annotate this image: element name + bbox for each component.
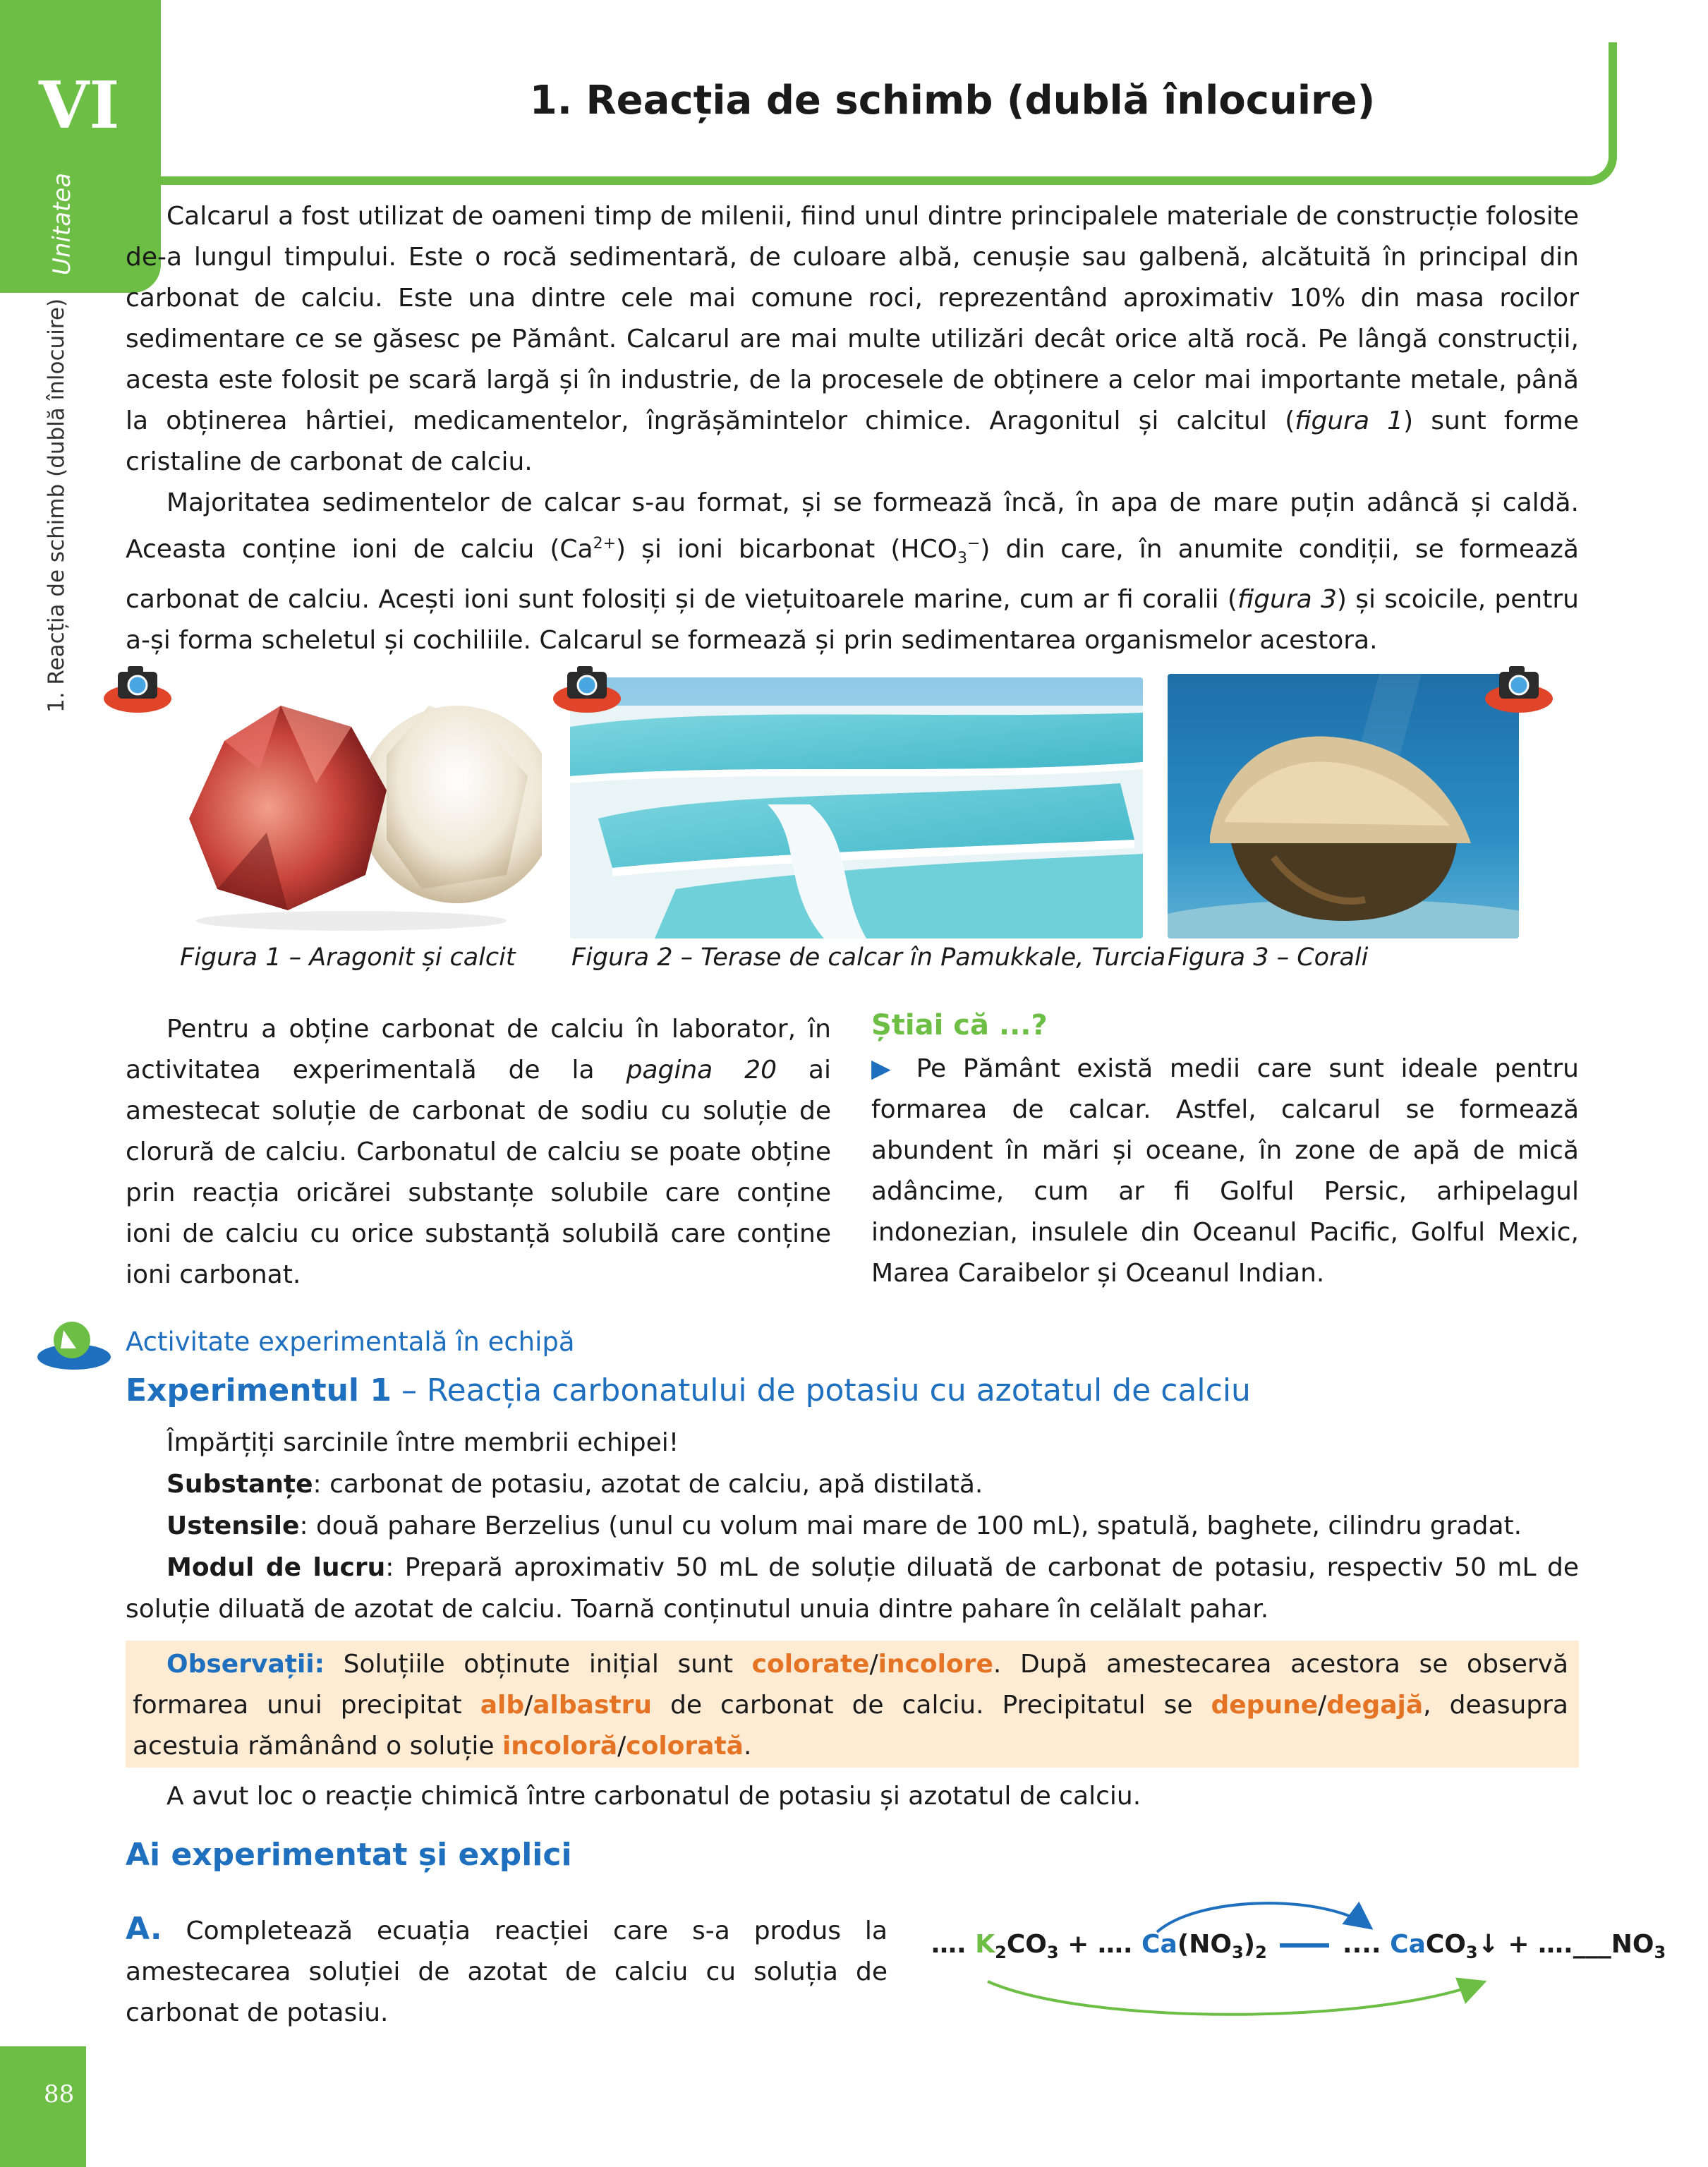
figure-1-caption: Figura 1 – Aragonit și calcit: [180, 943, 516, 972]
figure-3-photo: [1168, 674, 1519, 938]
lab-paragraph: Pentru a obține carbonat de calciu în laborator, în activitatea experimentală de la pagina 20 ai amestecat soluție de carbonat de sodiu cu soluție de clorură de calciu. Carbonatul de calciu se poate obține prin reacția oricărei substanțe solubile care conține ioni de calciu cu orice substanță solubilă care conține ioni carbonat.: [126, 1015, 831, 1289]
precipitate-arrow-icon: ↓: [1477, 1930, 1499, 1959]
activity-icon: [35, 1316, 113, 1372]
did-you-know-box: [871, 1009, 1579, 1294]
conclusion-text: A avut loc o reacție chimică între carbonatul de potasiu și azotatul de calciu.: [166, 1782, 1141, 1811]
camera-icon: [552, 662, 622, 714]
option-albastru[interactable]: albastru: [533, 1691, 652, 1720]
intro-paragraph-1: Calcarul a fost utilizat de oameni timp de milenii, fiind unul dintre principalele materiale de construcție folosite de-a lungul timpului. Este o rocă sedimentară, de culoare albă, cenușie sau galbenă, alcătuită în principal din carbonat de calciu. Este una dintre cele mai comune roci, reprezentând aproximativ 10% din masa rocilor sedimentare ce se găsesc pe Pământ. Calcarul are mai multe utilizări decât orice altă rocă. Pe lângă construcții, acesta este folosit pe scară largă și în industrie, de la procesele de obținere a celor mai importante metale, până la obținerea hârtiei, medicamentelor, îngrășămintelor chimice. Aragonitul și calcitul (figura 1) sunt forme cristaline de carbonat de calciu.: [126, 202, 1579, 476]
figure-1-photo: [175, 677, 542, 938]
page-number: 88: [44, 2080, 75, 2108]
figure-2-photo: [570, 677, 1143, 938]
figure-3-caption: Figura 3 – Corali: [1168, 943, 1369, 972]
option-depune[interactable]: depune: [1211, 1691, 1319, 1720]
reaction-arrow-icon: [1280, 1943, 1329, 1948]
camera-icon: [102, 662, 173, 714]
side-unit-label: Unitatea: [48, 172, 76, 275]
reaction-equation: …. $K_2CO_3$ + …. $Ca(NO_3)_2$ .... CaCO$_3$↓ + $\dots.\_\_\_NO_3$: [931, 1930, 1666, 1963]
experiment-tools: Ustensile: două pahare Berzelius (unul cu volum mai mare de 100 mL), spatulă, baghete, cilindru gradat.: [166, 1511, 1522, 1540]
experiment-instruction: Împărțiți sarcinile între membrii echipei!: [166, 1428, 679, 1457]
option-colorata[interactable]: colorată: [626, 1732, 744, 1761]
option-incolore[interactable]: incolore: [878, 1650, 993, 1679]
side-chapter-label: 1. Reacția de schimb (dublă înlocuire): [44, 298, 69, 713]
camera-icon: [1484, 662, 1554, 714]
task-a: A. Completează ecuația reacției care s-a produs la amestecarea soluției de azotat de calciu cu soluția de carbonat de potasiu.: [126, 1911, 888, 2027]
answer-blank[interactable]: ___: [1573, 1930, 1611, 1959]
activity-label: Activitate experimentală în echipă: [126, 1327, 575, 1357]
experiment-title: Experimentul 1 – Reacția carbonatului de potasiu cu azotatul de calciu: [126, 1372, 1251, 1408]
experiment-body: [126, 1422, 1579, 1630]
option-colorate[interactable]: colorate: [751, 1650, 870, 1679]
option-alb[interactable]: alb: [480, 1691, 525, 1720]
observations-text: Observații: Soluțiile obținute inițial sunt colorate/incolore. După amestecarea acestora se observă formarea unui precipitat alb/albastru de carbonat de calciu. Precipitatul se depune/degajă, deasupra acestuia rămânând o soluție incoloră/colorată.: [133, 1650, 1569, 1761]
equation-arrows: [974, 1898, 1594, 2039]
intro-paragraph-2: Majoritatea sedimentelor de calcar s-au format, și se formează încă, în apa de mare puțin adâncă și caldă. Aceasta conține ioni de calciu $(Ca^{2+})$ și ioni bicarbonat $(HCO_3^-)$ din care, în anumite condiții, se formează carbonat de calciu. Acești ioni sunt folosiți și de viețuitoarele marine, cum ar fi coralii (figura 3) și scoicile, pentru a-și forma scheletul și cochiliile. Calcarul se formează și prin sedimentarea organismelor acestora.: [126, 488, 1579, 656]
side-band: [0, 293, 86, 2167]
option-degaja[interactable]: degajă: [1326, 1691, 1424, 1720]
experiment-substances: Substanțe: carbonat de potasiu, azotat de calciu, apă distilată.: [166, 1470, 983, 1499]
intro-text: [126, 196, 1579, 661]
option-incolora[interactable]: incoloră: [502, 1732, 618, 1761]
triangle-bullet-icon: ▶: [871, 1054, 900, 1083]
page-title: 1. Reacția de schimb (dublă înlocuire): [529, 78, 1376, 123]
did-you-know-text: ▶ Pe Pământ există medii care sunt ideale pentru formarea de calcar. Astfel, calcarul se formează abundent în mări și oceane, în zone de apă de mică adâncime, cum ar fi Golful Persic, arhipelagul indonezian, insulele din Oceanul Pacific, Golful Mexic, Marea Caraibelor și Oceanul Indian.: [871, 1054, 1579, 1288]
figure-2-caption: Figura 2 – Terase de calcar în Pamukkale, Turcia: [571, 943, 1166, 972]
experiment-procedure: Modul de lucru: Prepară aproximativ 50 mL de soluție diluată de carbonat de potasiu, respectiv 50 mL de soluție diluată de azotat de calciu. Toarnă conținutul unuia dintre pahare în celălalt pahar.: [126, 1553, 1579, 1624]
section-title: Ai experimentat și explici: [126, 1837, 572, 1873]
unit-number: VI: [39, 67, 120, 143]
did-you-know-title: Știai că ...?: [871, 1009, 1048, 1042]
